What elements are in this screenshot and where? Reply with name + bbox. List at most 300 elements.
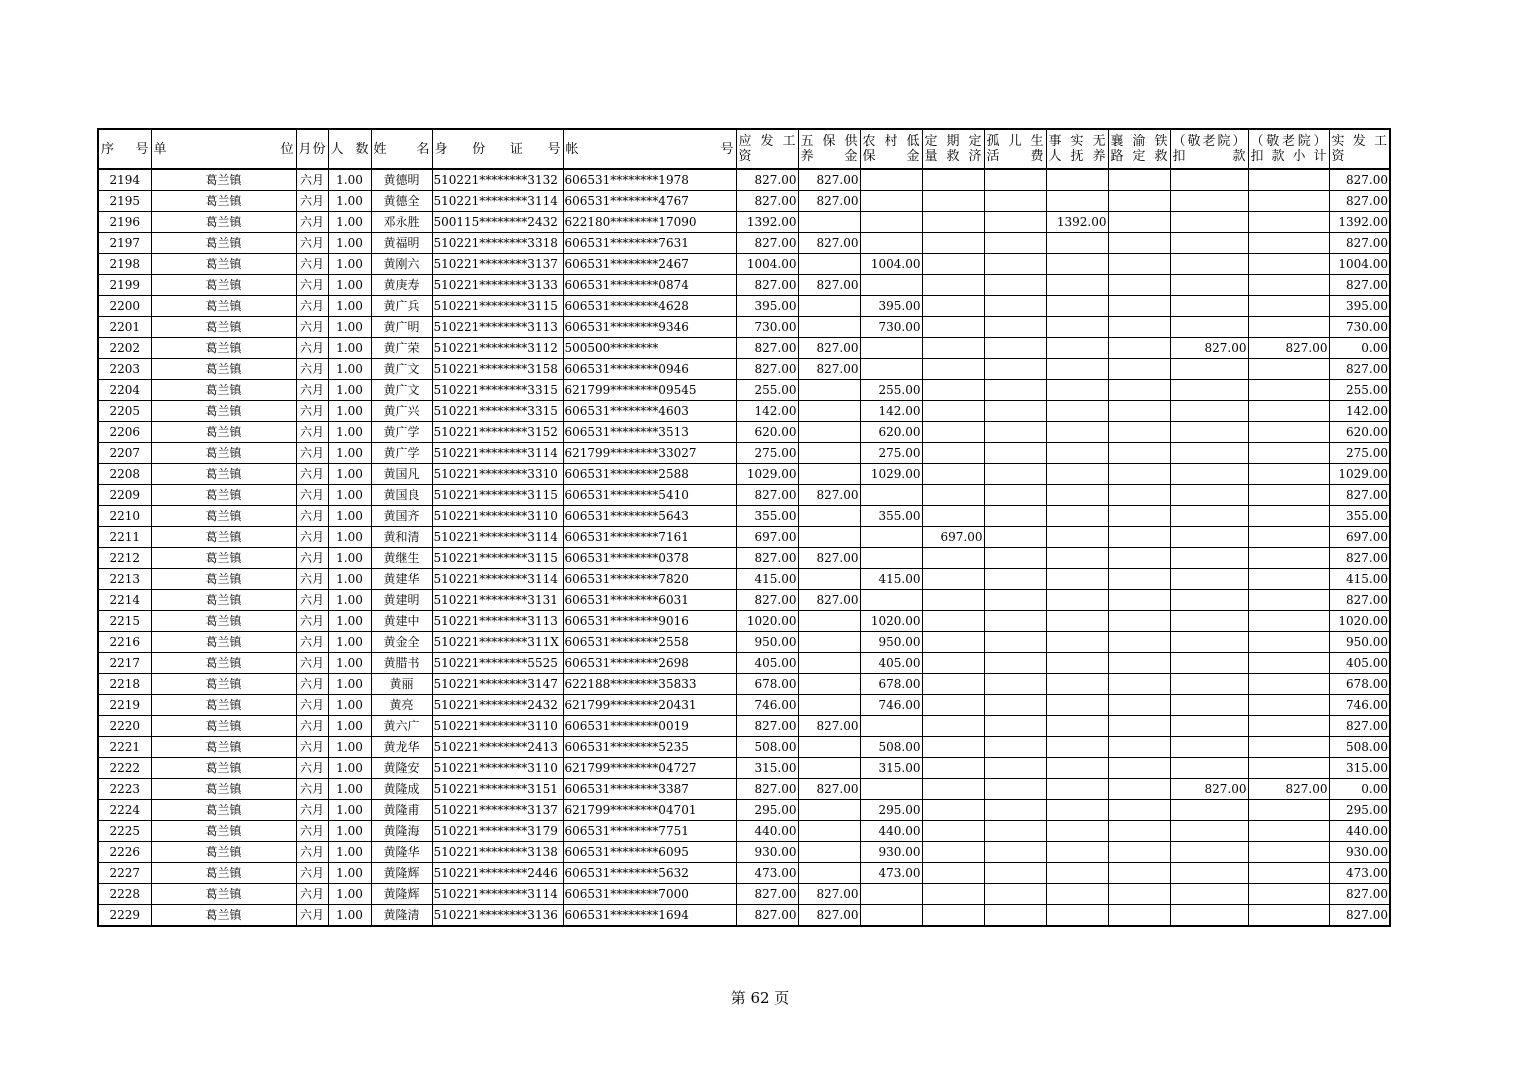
table-cell — [1248, 548, 1329, 569]
table-cell — [984, 401, 1046, 422]
column-header — [984, 129, 1046, 169]
table-cell — [984, 359, 1046, 380]
table-cell — [1046, 380, 1108, 401]
table-cell: 827.00 — [1248, 779, 1329, 800]
table-cell: 1004.00 — [736, 254, 798, 275]
table-cell: 315.00 — [860, 758, 922, 779]
table-cell — [1248, 569, 1329, 590]
table-cell: 510221********3138 — [432, 842, 563, 863]
table-cell: 606531********0946 — [563, 359, 736, 380]
table-cell: 142.00 — [736, 401, 798, 422]
table-cell — [922, 380, 984, 401]
table-cell: 2229 — [98, 905, 151, 927]
table-cell — [922, 212, 984, 233]
table-row — [98, 884, 1390, 905]
table-cell: 142.00 — [860, 401, 922, 422]
table-cell: 1.00 — [328, 653, 371, 674]
table-cell: 510221********3151 — [432, 779, 563, 800]
table-cell: 510221********3315 — [432, 401, 563, 422]
table-cell — [1170, 632, 1248, 653]
table-cell: 1.00 — [328, 464, 371, 485]
table-cell: 葛兰镇 — [151, 296, 296, 317]
table-cell — [1248, 317, 1329, 338]
table-cell — [798, 296, 860, 317]
table-cell — [1108, 506, 1170, 527]
table-cell — [922, 548, 984, 569]
table-row — [98, 590, 1390, 611]
table-cell: 六月 — [296, 695, 328, 716]
table-cell: 黄隆辉 — [371, 863, 432, 884]
table-cell: 1.00 — [328, 401, 371, 422]
table-cell: 510221********3115 — [432, 548, 563, 569]
table-cell — [984, 338, 1046, 359]
column-header — [798, 129, 860, 169]
table-cell — [1108, 275, 1170, 296]
table-cell — [984, 443, 1046, 464]
table-cell: 295.00 — [860, 800, 922, 821]
table-cell — [1108, 422, 1170, 443]
table-cell: 黄广文 — [371, 359, 432, 380]
table-row — [98, 716, 1390, 737]
table-cell: 415.00 — [1329, 569, 1390, 590]
table-cell — [984, 863, 1046, 884]
table-cell: 葛兰镇 — [151, 821, 296, 842]
table-cell: 473.00 — [736, 863, 798, 884]
table-cell — [1248, 212, 1329, 233]
table-cell: 1.00 — [328, 695, 371, 716]
table-cell — [1046, 569, 1108, 590]
table-cell — [1108, 548, 1170, 569]
table-cell: 606531********6095 — [563, 842, 736, 863]
table-cell: 六月 — [296, 296, 328, 317]
table-row — [98, 863, 1390, 884]
table-row — [98, 275, 1390, 296]
table-cell: 315.00 — [1329, 758, 1390, 779]
table-cell: 六月 — [296, 863, 328, 884]
table-cell: 2200 — [98, 296, 151, 317]
table-cell: 黄国凡 — [371, 464, 432, 485]
table-cell: 746.00 — [1329, 695, 1390, 716]
table-cell — [1170, 212, 1248, 233]
table-cell: 606531********2558 — [563, 632, 736, 653]
table-cell: 508.00 — [860, 737, 922, 758]
table-cell — [1248, 884, 1329, 905]
table-cell: 510221********3113 — [432, 611, 563, 632]
table-cell — [984, 296, 1046, 317]
table-cell: 2215 — [98, 611, 151, 632]
column-header — [151, 129, 296, 169]
table-cell — [984, 380, 1046, 401]
table-cell — [1170, 674, 1248, 695]
table-cell: 2211 — [98, 527, 151, 548]
table-cell — [1170, 254, 1248, 275]
table-cell — [922, 506, 984, 527]
table-cell — [1046, 233, 1108, 254]
table-cell: 510221********3132 — [432, 169, 563, 191]
table-cell — [1108, 296, 1170, 317]
table-cell — [1108, 590, 1170, 611]
table-row — [98, 674, 1390, 695]
table-cell — [1248, 401, 1329, 422]
table-cell — [798, 653, 860, 674]
table-cell: 606531********5643 — [563, 506, 736, 527]
table-cell: 510221********2413 — [432, 737, 563, 758]
table-cell: 827.00 — [1329, 191, 1390, 212]
table-cell — [1170, 569, 1248, 590]
table-cell — [1248, 506, 1329, 527]
table-cell: 1.00 — [328, 632, 371, 653]
table-cell — [1046, 695, 1108, 716]
table-cell: 606531********3513 — [563, 422, 736, 443]
table-cell: 黄隆清 — [371, 905, 432, 927]
table-row — [98, 527, 1390, 548]
table-cell: 606531********2698 — [563, 653, 736, 674]
column-header — [1329, 129, 1390, 169]
table-cell: 697.00 — [1329, 527, 1390, 548]
table-cell — [1046, 296, 1108, 317]
table-cell: 葛兰镇 — [151, 779, 296, 800]
table-cell — [1046, 884, 1108, 905]
table-cell — [984, 842, 1046, 863]
table-cell: 827.00 — [1329, 905, 1390, 927]
table-cell: 葛兰镇 — [151, 380, 296, 401]
table-cell: 678.00 — [860, 674, 922, 695]
table-cell: 葛兰镇 — [151, 842, 296, 863]
table-cell: 黄隆成 — [371, 779, 432, 800]
table-cell: 510221********2432 — [432, 695, 563, 716]
table-cell — [1170, 275, 1248, 296]
table-cell: 黄隆甫 — [371, 800, 432, 821]
table-cell: 827.00 — [798, 485, 860, 506]
table-cell: 827.00 — [798, 716, 860, 737]
table-cell — [922, 254, 984, 275]
table-cell: 827.00 — [736, 884, 798, 905]
table-cell — [798, 611, 860, 632]
table-cell: 510221********3133 — [432, 275, 563, 296]
table-cell — [1108, 317, 1170, 338]
table-cell — [984, 695, 1046, 716]
table-cell — [1248, 296, 1329, 317]
table-cell: 1392.00 — [1329, 212, 1390, 233]
table-cell — [1248, 380, 1329, 401]
table-row — [98, 695, 1390, 716]
table-cell: 510221********3110 — [432, 716, 563, 737]
table-cell — [1108, 821, 1170, 842]
table-cell: 950.00 — [1329, 632, 1390, 653]
table-cell: 510221********3113 — [432, 317, 563, 338]
table-cell: 827.00 — [1329, 548, 1390, 569]
table-cell — [1170, 842, 1248, 863]
table-cell: 六月 — [296, 380, 328, 401]
table-cell — [922, 800, 984, 821]
table-row — [98, 401, 1390, 422]
table-cell — [860, 716, 922, 737]
table-cell: 510221********3318 — [432, 233, 563, 254]
table-cell — [922, 737, 984, 758]
table-cell: 六月 — [296, 401, 328, 422]
table-cell — [984, 317, 1046, 338]
table-cell: 827.00 — [798, 590, 860, 611]
table-cell: 1.00 — [328, 758, 371, 779]
table-cell: 六月 — [296, 317, 328, 338]
table-body — [98, 169, 1390, 926]
table-cell — [984, 191, 1046, 212]
table-cell: 葛兰镇 — [151, 338, 296, 359]
table-cell: 827.00 — [736, 338, 798, 359]
table-cell: 六月 — [296, 737, 328, 758]
table-cell: 六月 — [296, 632, 328, 653]
table-cell: 2199 — [98, 275, 151, 296]
table-cell: 697.00 — [922, 527, 984, 548]
table-cell — [1108, 653, 1170, 674]
table-cell: 1.00 — [328, 842, 371, 863]
table-cell: 827.00 — [736, 905, 798, 927]
table-cell — [1248, 359, 1329, 380]
table-cell: 255.00 — [860, 380, 922, 401]
column-header-text: （敬老院） — [1250, 134, 1327, 149]
table-cell: 六月 — [296, 590, 328, 611]
table-cell: 395.00 — [1329, 296, 1390, 317]
table-cell — [922, 611, 984, 632]
table-cell: 黄国良 — [371, 485, 432, 506]
table-cell: 510221********3137 — [432, 800, 563, 821]
table-cell: 六月 — [296, 611, 328, 632]
table-cell — [860, 338, 922, 359]
table-cell — [1108, 632, 1170, 653]
table-cell: 510221********2446 — [432, 863, 563, 884]
table-cell: 1.00 — [328, 233, 371, 254]
table-cell: 510221********311X — [432, 632, 563, 653]
table-cell: 黄丽 — [371, 674, 432, 695]
table-cell — [1046, 674, 1108, 695]
table-cell: 1004.00 — [1329, 254, 1390, 275]
table-cell — [1248, 275, 1329, 296]
table-cell: 606531********7751 — [563, 821, 736, 842]
table-cell: 510221********3114 — [432, 569, 563, 590]
table-cell — [1046, 737, 1108, 758]
table-row — [98, 422, 1390, 443]
table-cell — [1248, 821, 1329, 842]
table-cell: 1004.00 — [860, 254, 922, 275]
table-cell — [1046, 422, 1108, 443]
table-row — [98, 254, 1390, 275]
table-cell: 510221********3114 — [432, 191, 563, 212]
table-cell: 746.00 — [736, 695, 798, 716]
table-cell — [1046, 821, 1108, 842]
table-cell: 2218 — [98, 674, 151, 695]
table-cell — [1170, 758, 1248, 779]
table-cell — [922, 233, 984, 254]
table-cell: 2206 — [98, 422, 151, 443]
table-cell: 1.00 — [328, 821, 371, 842]
table-cell — [1170, 380, 1248, 401]
table-cell: 葛兰镇 — [151, 422, 296, 443]
table-cell: 355.00 — [860, 506, 922, 527]
table-cell: 2217 — [98, 653, 151, 674]
table-cell: 827.00 — [798, 338, 860, 359]
table-cell: 275.00 — [736, 443, 798, 464]
column-header-text: 应 发 工 — [738, 134, 796, 149]
table-cell: 510221********3152 — [432, 422, 563, 443]
table-cell — [860, 359, 922, 380]
column-header-text: 扣 款 小 计 — [1250, 149, 1327, 164]
table-cell: 827.00 — [736, 716, 798, 737]
table-cell — [798, 737, 860, 758]
table-cell: 620.00 — [860, 422, 922, 443]
table-cell — [1170, 296, 1248, 317]
table-cell — [1046, 758, 1108, 779]
table-cell — [1248, 632, 1329, 653]
table-cell: 620.00 — [736, 422, 798, 443]
column-header — [1170, 129, 1248, 169]
table-cell: 606531********1694 — [563, 905, 736, 927]
column-header-text: 农 村 低 — [862, 134, 920, 149]
table-cell: 葛兰镇 — [151, 632, 296, 653]
table-cell: 827.00 — [798, 191, 860, 212]
table-cell — [922, 191, 984, 212]
table-cell: 621799********33027 — [563, 443, 736, 464]
table-cell: 930.00 — [860, 842, 922, 863]
table-cell — [798, 317, 860, 338]
table-cell — [922, 464, 984, 485]
table-cell: 2198 — [98, 254, 151, 275]
table-row — [98, 758, 1390, 779]
table-cell: 1029.00 — [736, 464, 798, 485]
table-cell: 1.00 — [328, 800, 371, 821]
table-cell: 2194 — [98, 169, 151, 191]
table-cell: 1.00 — [328, 527, 371, 548]
table-cell: 黄腊书 — [371, 653, 432, 674]
table-cell: 2219 — [98, 695, 151, 716]
table-cell: 2212 — [98, 548, 151, 569]
table-cell — [1248, 233, 1329, 254]
table-cell: 950.00 — [736, 632, 798, 653]
table-cell: 606531********7820 — [563, 569, 736, 590]
table-cell — [860, 169, 922, 191]
table-cell — [922, 590, 984, 611]
table-cell: 六月 — [296, 842, 328, 863]
table-cell: 1.00 — [328, 443, 371, 464]
column-header — [736, 129, 798, 169]
table-cell: 葛兰镇 — [151, 254, 296, 275]
table-cell — [922, 695, 984, 716]
column-header-text: 孤 儿 生 — [986, 134, 1044, 149]
table-cell — [922, 443, 984, 464]
table-cell — [1170, 863, 1248, 884]
table-cell — [860, 275, 922, 296]
table-cell — [922, 716, 984, 737]
table-cell — [1108, 695, 1170, 716]
table-cell — [1108, 527, 1170, 548]
table-cell: 黄隆安 — [371, 758, 432, 779]
table-cell: 1.00 — [328, 191, 371, 212]
table-cell: 621799********04727 — [563, 758, 736, 779]
table-cell: 黄和清 — [371, 527, 432, 548]
table-cell: 2202 — [98, 338, 151, 359]
table-row — [98, 443, 1390, 464]
table-cell: 黄隆华 — [371, 842, 432, 863]
table-cell — [1046, 317, 1108, 338]
table-cell: 405.00 — [1329, 653, 1390, 674]
table-cell: 葛兰镇 — [151, 695, 296, 716]
table-cell — [1046, 169, 1108, 191]
table-cell — [1046, 800, 1108, 821]
table-cell: 415.00 — [736, 569, 798, 590]
table-cell — [1170, 737, 1248, 758]
table-cell: 606531********2467 — [563, 254, 736, 275]
table-cell: 葛兰镇 — [151, 212, 296, 233]
table-cell: 510221********3110 — [432, 758, 563, 779]
table-cell — [1108, 737, 1170, 758]
table-cell: 六月 — [296, 548, 328, 569]
table-cell — [860, 527, 922, 548]
table-cell: 黄广文 — [371, 380, 432, 401]
table-cell: 2225 — [98, 821, 151, 842]
table-cell: 六月 — [296, 464, 328, 485]
table-cell: 1.00 — [328, 380, 371, 401]
table-cell — [798, 506, 860, 527]
table-cell: 1.00 — [328, 317, 371, 338]
table-cell — [1248, 611, 1329, 632]
table-cell — [860, 548, 922, 569]
table-cell: 606531********9346 — [563, 317, 736, 338]
table-cell: 827.00 — [736, 590, 798, 611]
table-cell — [1248, 464, 1329, 485]
table-cell — [922, 275, 984, 296]
table-cell: 1.00 — [328, 254, 371, 275]
table-cell: 510221********3115 — [432, 296, 563, 317]
table-cell: 606531********4767 — [563, 191, 736, 212]
table-cell: 827.00 — [736, 275, 798, 296]
table-row — [98, 464, 1390, 485]
table-cell: 2203 — [98, 359, 151, 380]
table-cell — [922, 821, 984, 842]
table-cell: 黄六广 — [371, 716, 432, 737]
table-cell: 510221********3158 — [432, 359, 563, 380]
table-cell: 510221********3315 — [432, 380, 563, 401]
table-cell: 六月 — [296, 905, 328, 927]
table-cell: 黄金全 — [371, 632, 432, 653]
table-cell: 510221********3110 — [432, 506, 563, 527]
table-row — [98, 569, 1390, 590]
table-cell: 415.00 — [860, 569, 922, 590]
table-cell: 827.00 — [736, 191, 798, 212]
table-cell — [1046, 653, 1108, 674]
table-cell: 黄建中 — [371, 611, 432, 632]
table-cell: 2210 — [98, 506, 151, 527]
table-cell — [1170, 653, 1248, 674]
table-cell: 六月 — [296, 422, 328, 443]
table-cell: 606531********4603 — [563, 401, 736, 422]
table-cell — [1046, 632, 1108, 653]
table-row — [98, 485, 1390, 506]
table-cell: 黄广兴 — [371, 401, 432, 422]
table-cell: 六月 — [296, 443, 328, 464]
table-cell: 六月 — [296, 779, 328, 800]
table-cell: 606531********7631 — [563, 233, 736, 254]
table-cell — [984, 212, 1046, 233]
column-header-text: 扣 款 — [1172, 149, 1246, 164]
table-cell: 473.00 — [1329, 863, 1390, 884]
table-cell — [860, 191, 922, 212]
table-cell — [984, 800, 1046, 821]
table-cell: 606531********7161 — [563, 527, 736, 548]
table-cell: 1.00 — [328, 169, 371, 191]
table-cell: 2204 — [98, 380, 151, 401]
table-cell: 1020.00 — [736, 611, 798, 632]
table-cell: 678.00 — [1329, 674, 1390, 695]
table-row — [98, 905, 1390, 927]
